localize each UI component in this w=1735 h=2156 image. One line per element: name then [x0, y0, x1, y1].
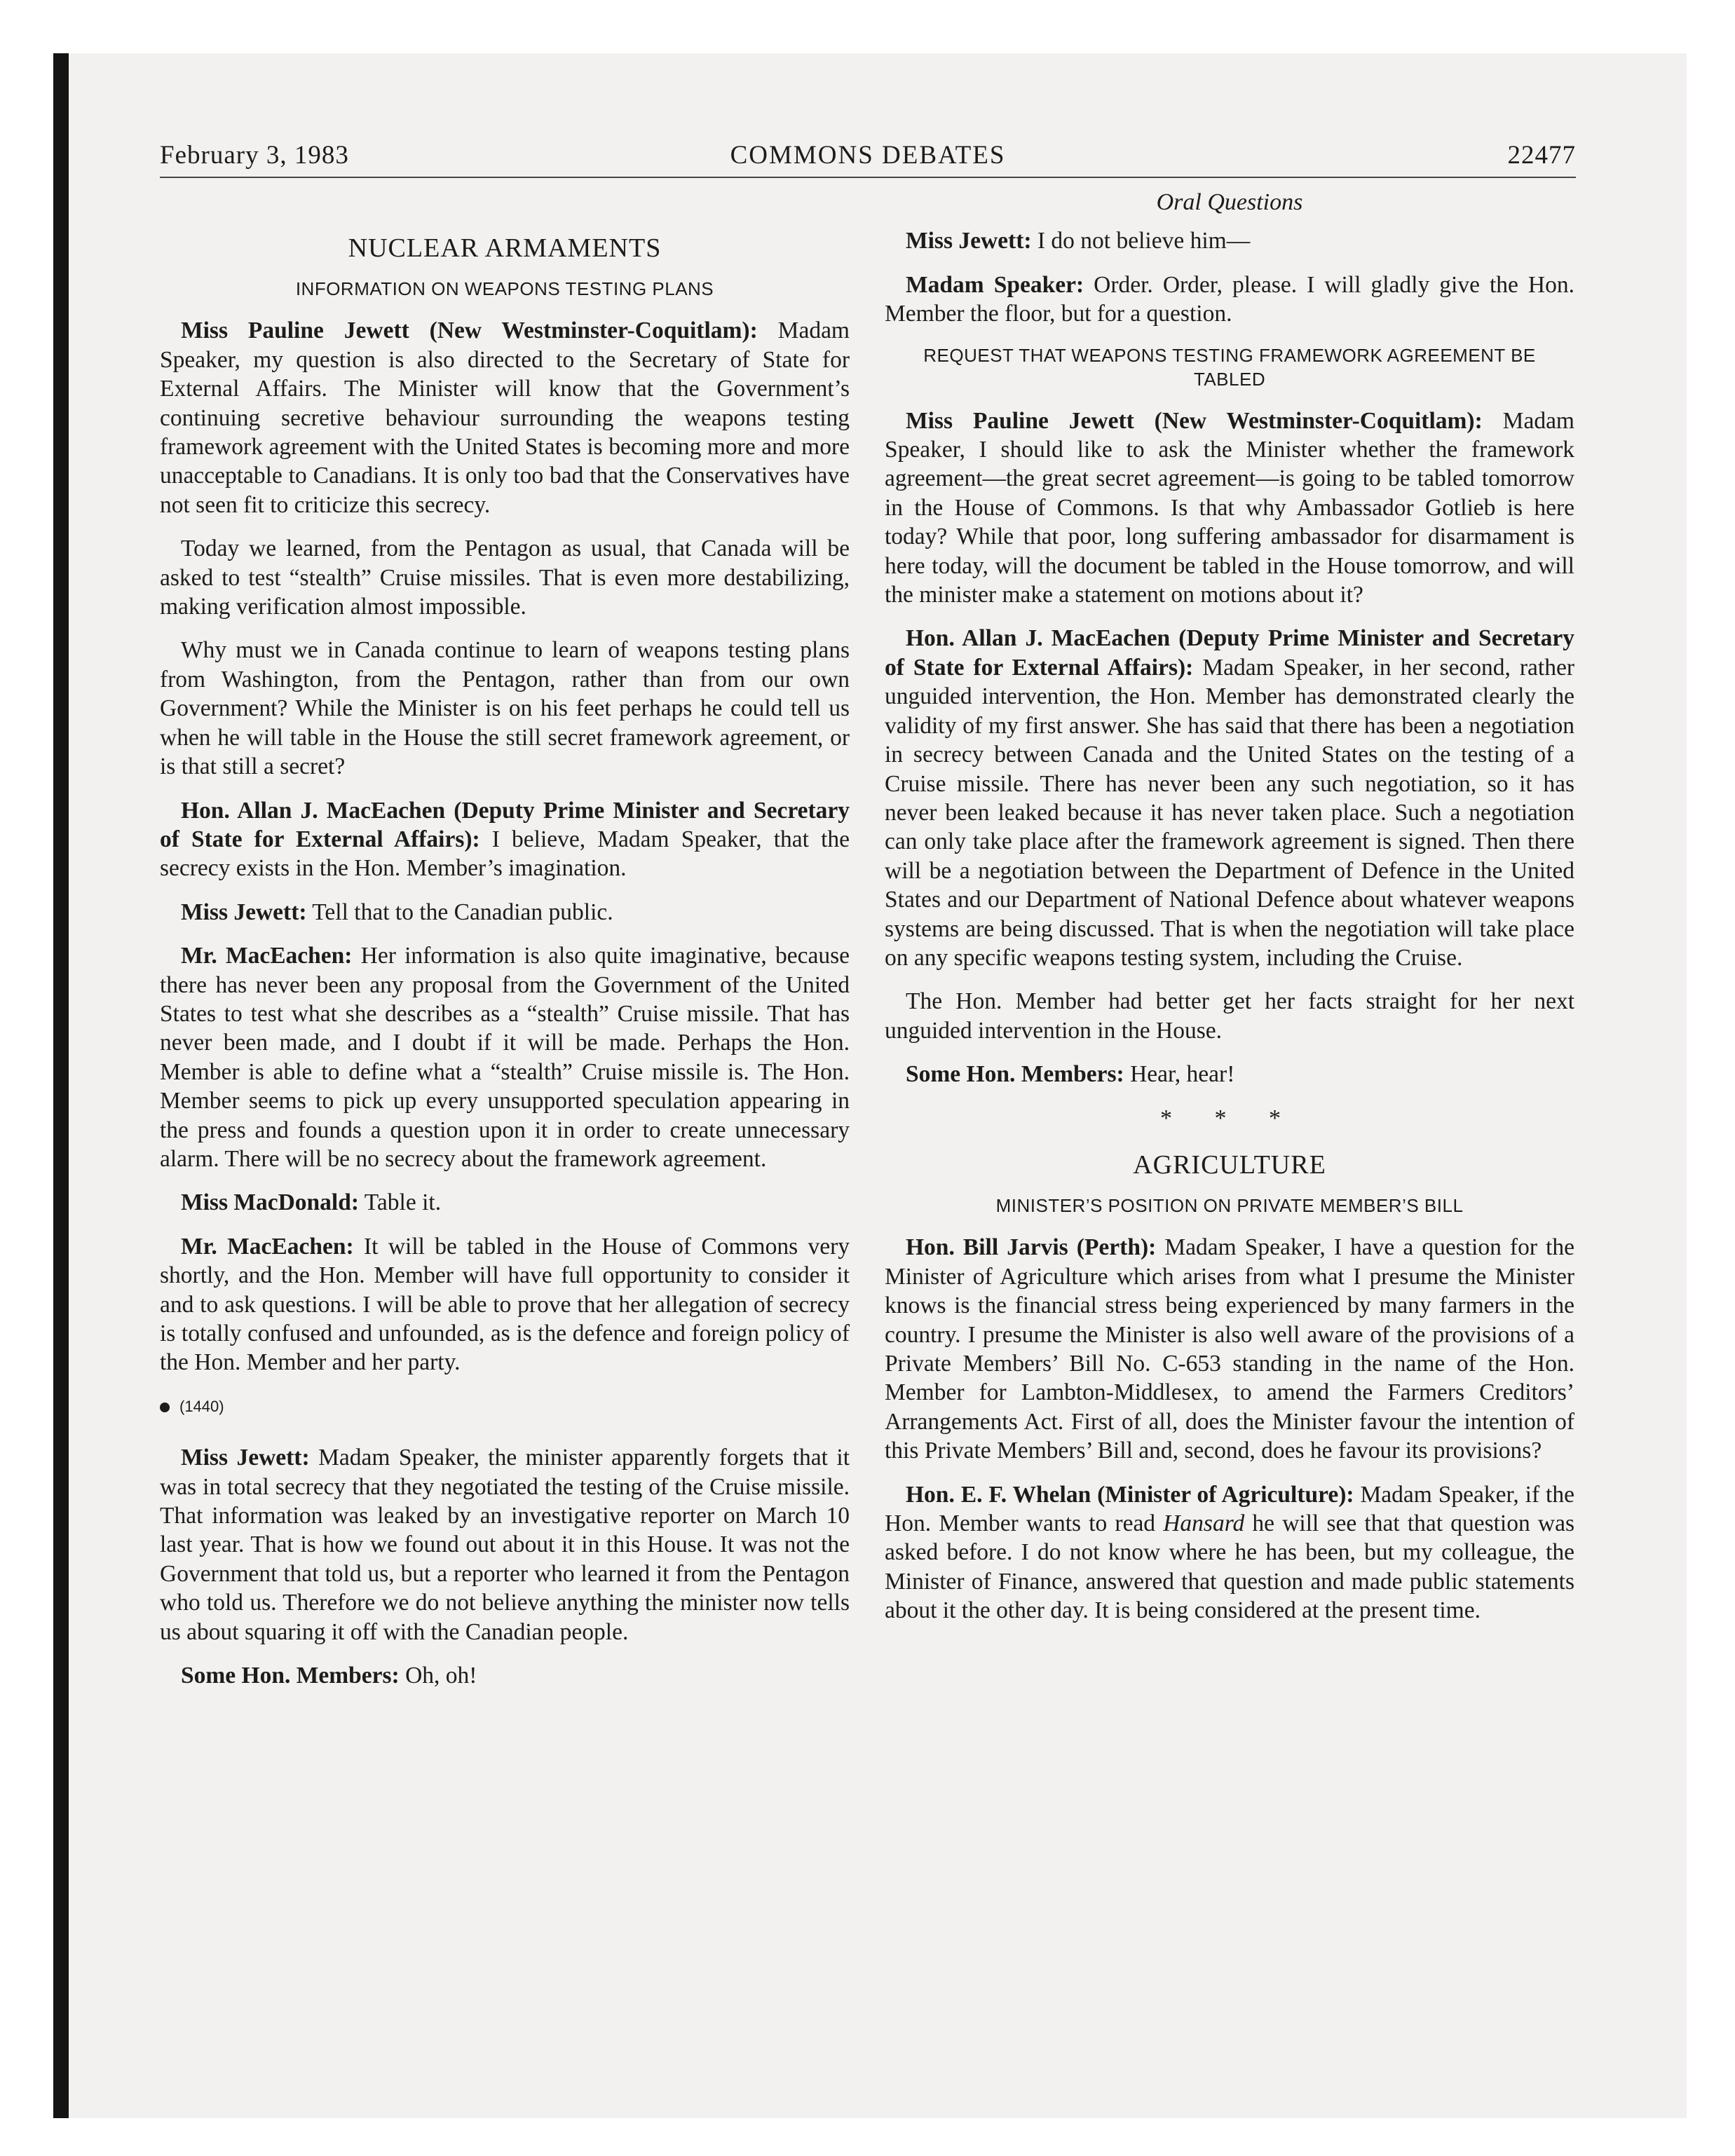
section-runner: Oral Questions [1156, 189, 1303, 215]
paragraph [160, 1443, 850, 1646]
speech-text: Madam Speaker, I should like to ask the Minister whether the framework agreement—the great secret agreement—is going to be tabled tomorrow in the House of Commons. Is that why Ambassador Gotlieb is here today? While that poor, long suffering ambassador for disarmament is here today, will the document be tabled in the House tomorrow, and will the minister make a statement on motions about it? [885, 407, 1574, 608]
speaker-name: Hon. Allan J. MacEachen (Deputy Prime Minister and Secretary of State for External Affairs): [885, 625, 1574, 681]
speech-text: Her information is also quite imaginative, because there has never been any proposal from the Government of the United States to test what she describes as a “stealth” Cruise missile. That has never been made, and I doubt if it will be made. Perhaps the Hon. Member is able to define what a “stealth” Cruise missile is. The Hon. Member seems to pick up every unsupported speculation appearing in the press and founds a question upon it in order to create unnecessary alarm. There will be no secrecy about the framework agreement. [160, 943, 850, 1172]
speaker-name: Mr. MacEachen: [181, 1233, 354, 1260]
speaker-name: Miss Jewett: [906, 228, 1032, 254]
paragraph [885, 1060, 1574, 1089]
scan-edge [53, 53, 69, 2118]
paragraph [160, 898, 850, 927]
paragraph [160, 796, 850, 883]
time-marker [160, 1392, 850, 1421]
left-column [160, 181, 850, 1705]
subheading-request-tabled: REQUEST THAT WEAPONS TESTING FRAMEWORK AGREEMENT BE TABLED [923, 344, 1536, 390]
speech-text: Madam Speaker, if the Hon. Member wants to read [885, 1481, 1574, 1537]
paragraph: The Hon. Member had better get her facts straight for her next unguided intervention in the House. [885, 988, 1574, 1044]
section-divider-asterisks: * * * [1160, 1105, 1299, 1131]
paragraph [885, 271, 1574, 329]
speaker-name: Hon. Allan J. MacEachen (Deputy Prime Minister and Secretary of State for External Affairs): [160, 797, 850, 852]
speech-text: I do not believe him— [1031, 228, 1251, 254]
subheading-private-members-bill: MINISTER’S POSITION ON PRIVATE MEMBER’S BILL [995, 1195, 1464, 1217]
speaker-name: Madam Speaker: [906, 271, 1084, 298]
section-heading-agriculture: AGRICULTURE [1133, 1149, 1326, 1180]
bullet-icon [160, 1403, 170, 1412]
speech-text: Hear, hear! [1124, 1061, 1235, 1088]
paragraph: Today we learned, from the Pentagon as usual, that Canada will be asked to test “stealth” Cruise missiles. That is even more destabilizing, making verification almost impossible. [160, 535, 850, 620]
paragraph [885, 624, 1574, 972]
paragraph [885, 1233, 1574, 1465]
section-heading-nuclear: NUCLEAR ARMAMENTS [348, 233, 662, 263]
speaker-name: Miss Jewett: [181, 1445, 310, 1471]
header-date: February 3, 1983 [160, 141, 349, 170]
header-title: COMMONS DEBATES [730, 141, 1006, 170]
right-column [885, 181, 1574, 1640]
speech-text: It will be tabled in the House of Commons very shortly, and the Hon. Member will have full opportunity to consider it and to ask questions. I will be able to prove that her allegation of secrecy is totally confused and unfounded, as is the defence and foreign policy of the Hon. Member and her party. [160, 1233, 850, 1376]
paragraph [885, 407, 1574, 610]
speaker-name: Mr. MacEachen: [181, 943, 353, 969]
speech-text: I believe, Madam Speaker, that the secrecy exists in the Hon. Member’s imagination. [160, 826, 850, 882]
speech-text: Oh, oh! [399, 1663, 477, 1689]
speaker-name: Miss MacDonald: [181, 1189, 360, 1216]
speaker-name: Hon. E. F. Whelan (Minister of Agriculture): [906, 1481, 1354, 1508]
speaker-name: Some Hon. Members: [906, 1061, 1124, 1088]
hansard-title: Hansard [1163, 1510, 1245, 1537]
speech-text: Table it. [359, 1189, 442, 1216]
paragraph [885, 226, 1574, 255]
subheading-testing-plans: INFORMATION ON WEAPONS TESTING PLANS [295, 278, 714, 300]
speaker-name: Some Hon. Members: [181, 1663, 400, 1689]
speaker-name: Miss Jewett: [181, 899, 307, 925]
speech-text: Madam Speaker, in her second, rather unguided intervention, the Hon. Member has demonstrated clearly the validity of my first answer. She has said that there has been a negotiation in secrecy between Canada and the United States on the testing of a Cruise missile. There has never been any such negotiation, so it has never been leaked because it has never taken place. Such a negotiation can only take place after the framework agreement is signed. Then there will be a negotiation between the Department of Defence in the United States and our Department of National Defence about whatever weapons systems are being discussed. That is when the negotiation will take place on any specific weapons testing system, including the Cruise. [885, 654, 1574, 971]
speaker-name: Miss Pauline Jewett (New Westminster-Coquitlam): [906, 407, 1483, 434]
speech-text: Madam Speaker, the minister apparently forgets that it was in total secrecy that they negotiated the testing of the Cruise missile. That information was leaked by an investigative reporter on March 10 last year. That is how we found out about it in this House. It was not the Government that told us, but a reporter who learned it from the Pentagon who told us. Therefore we do not believe anything the minister now tells us about squaring it off with the Canadian people. [160, 1445, 850, 1645]
paragraph [160, 1232, 850, 1377]
running-header [160, 137, 1576, 178]
paragraph [160, 1188, 850, 1217]
paragraph [160, 1661, 850, 1690]
speaker-name: Miss Pauline Jewett (New Westminster-Coquitlam): [181, 318, 758, 344]
speech-text: Tell that to the Canadian public. [306, 899, 613, 925]
paragraph [160, 941, 850, 1173]
paragraph: Why must we in Canada continue to learn of weapons testing plans from Washington, from the Pentagon, rather than from our own Government? While the Minister is on his feet perhaps he could tell us when he will table in the House the still secret framework agreement, or is that still a secret? [160, 637, 850, 780]
speech-text: Madam Speaker, I have a question for the Minister of Agriculture which arises from what I presume the Minister knows is the financial stress being experienced by many farmers in the country. I presume the Minister is also well aware of the provisions of a Private Members’ Bill No. C-653 standing in the name of the Hon. Member for Lambton-Middlesex, to amend the Farmers Creditors’ Arrangements Act. First of all, does the Minister favour the intention of this Private Members’ Bill and, second, does he favour its provisions? [885, 1234, 1575, 1464]
page-number: 22477 [1507, 141, 1576, 170]
speaker-name: Hon. Bill Jarvis (Perth): [906, 1234, 1157, 1261]
paragraph [885, 1480, 1574, 1625]
speech-text: Order. Order, please. I will gladly give the Hon. Member the floor, but for a question. [885, 271, 1575, 327]
speech-text: Madam Speaker, my question is also directed to the Secretary of State for External Affairs. The Minister will know that the Government’s continuing secretive behaviour surrounding the weapons testing framework agreement with the United States is becoming more and more unacceptable to Canadians. It is only too bad that the Conservatives have not seen fit to criticize this secrecy. [160, 318, 850, 518]
speech-text: he will see that that question was asked before. I do not know where he has been, but my colleague, the Minister of Finance, answered that question and made public statements about it the other day. It is being considered at the present time. [885, 1510, 1574, 1624]
time-marker-text: (1440) [179, 1397, 224, 1415]
paragraph [160, 316, 850, 519]
